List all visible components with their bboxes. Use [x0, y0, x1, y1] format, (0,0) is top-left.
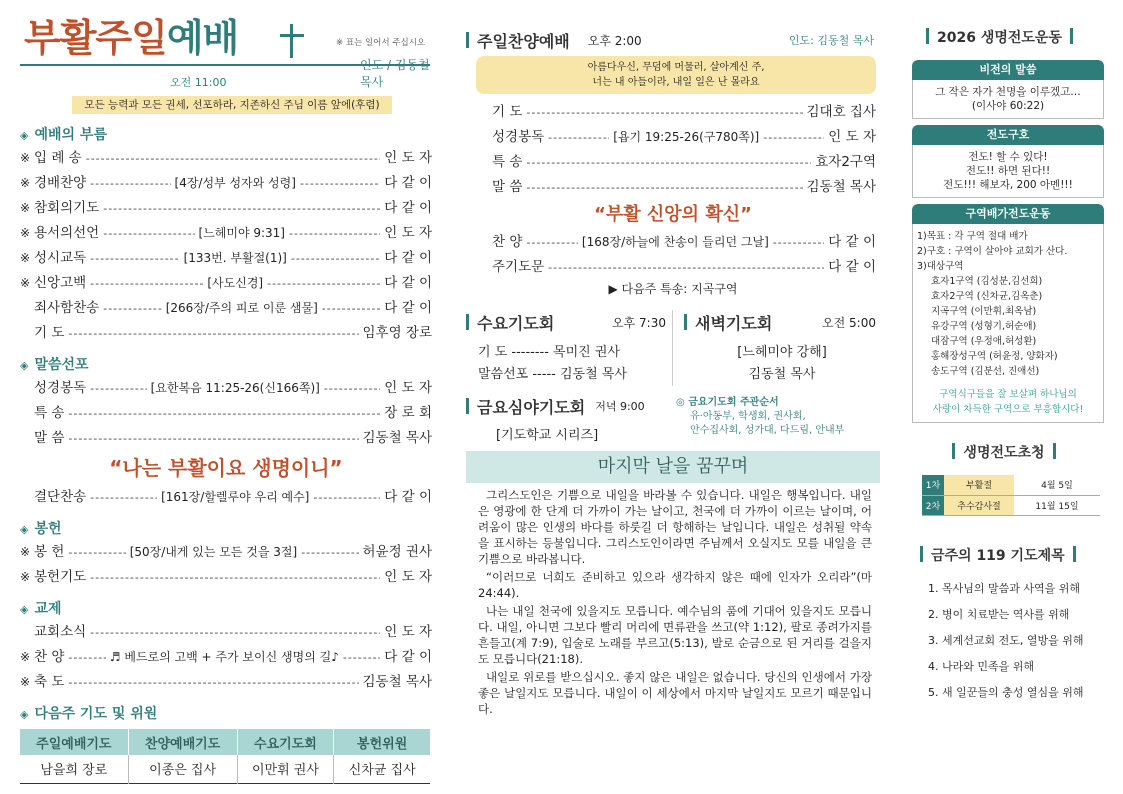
leader-dots	[68, 540, 125, 565]
praise-service	[466, 0, 880, 794]
leader-dots	[313, 485, 380, 510]
next-special: ▶ 다음주 특송: 지곡구역	[608, 282, 738, 296]
order-row: ※ 찬 양 ----- ♬ 베드로의 고백 + 주가 보이신 생명의 길♪ ----- 다 같 이	[20, 645, 432, 670]
order-of-worship	[20, 0, 432, 794]
prayer-list	[912, 576, 1104, 706]
table-row: 1차 부활절 4월 5일	[922, 475, 1100, 495]
wednesday-service: 수요기도회 오후 7:30 기 도 -------- 목미진 권사 말씀선포 ----- 김동철 목사	[466, 310, 666, 386]
leader-dots	[68, 426, 358, 451]
prayer-item: 4. 나라와 민족을 위해	[928, 659, 1034, 673]
order-row: 기 도 ----- 임후영 장로	[20, 321, 432, 346]
leader-dots	[90, 171, 170, 196]
zone-line: 홍해장성구역 (허윤정, 양화자)	[931, 351, 1058, 362]
order-row: 기 도 ----- 김대호 집사	[478, 100, 876, 125]
leader-dots	[86, 146, 381, 171]
zone-line: 효자2구역 (신차균,김옥춘)	[931, 291, 1043, 302]
leader-dots	[301, 540, 358, 565]
diamond-icon: ◈	[20, 523, 29, 536]
order-row: ※ 성시교독 ----- [133번. 부활절(1)] ----- 다 같 이	[20, 246, 432, 271]
leader-dots	[526, 175, 802, 200]
invite-table	[922, 475, 1100, 516]
campaign-title: 2026 생명전도운동	[912, 26, 1104, 50]
leader-dots	[324, 376, 380, 401]
prayer-item: 3. 세계선교회 전도, 열방을 위해	[928, 633, 1084, 647]
friday-hosts: ◎ 금요기도회 주관순서 유·아동부, 학생회, 권사회, 안수집사회, 성가대, 다드림, 안내부	[676, 397, 845, 436]
friday-service: 금요심야기도회 저녁 9:00 [기도학교 시리즈] ◎ 금요기도회 주관순서 유·아동부, 학생회, 권사회, 안수집사회, 성가대, 다드림, 안내부	[466, 394, 880, 443]
leader-dots	[343, 645, 380, 670]
leader-dots	[548, 255, 824, 280]
order-row: 말 씀 ----- 김동철 목사	[478, 175, 876, 200]
stand-note: ※ 표는 일어서 주십시오	[336, 38, 426, 48]
diamond-icon: ◈	[20, 359, 29, 372]
order-row: 죄사함찬송 ----- [266장/주의 피로 이룬 샘물] ----- 다 같 이	[20, 296, 432, 321]
leader-dots	[773, 230, 825, 255]
next-week-table	[20, 729, 430, 784]
leader-dots	[90, 376, 146, 401]
weekday-services	[466, 310, 880, 386]
zone-line: 2)구호 : 구역이 살아야 교회가 산다.	[917, 246, 1068, 257]
order-row: ※ 봉헌기도 ----- 인 도 자	[20, 565, 432, 590]
leader-dots	[763, 125, 824, 150]
header	[20, 0, 432, 90]
order-row: 말 씀 ----- 김동철 목사	[20, 426, 432, 451]
section-offering: ◈ 봉헌	[20, 521, 62, 537]
zone-line: 유강구역 (성형기,허순애)	[931, 321, 1037, 332]
leader-dots	[300, 171, 380, 196]
essay-body: 그리스도인은 기쁨으로 내일을 바라볼 수 있습니다. 내일은 행복입니다. 내일은 영광에 한 단계 더 가까이 가는 날이고, 천국에 더 가까이 이르는 날이며, 어려움이 많은 인생의 바다를 하룻길 더 항해하는 날입니다. 내일은 성취될 약속을 표시하는 등불입니다. 그리스도인이라면 주님께서 오실지도 모를 내일을 큰 기쁨으로 바라봅니다. “이러므로 너희도 준비하고 있으라 생각하지 않은 때에 인자가 오리라”(마 24:44). 나는 내일 천국에 있을지도 모릅니다. 예수님의 품에 기대어 있을지도 모릅니다. 내일, 아니면 그보다 빨리 머리에 면류관을 쓰고(약 1:12), 팔로 종려가지를 흔들고(계 7:9), 입술로 노래를 부르고(5:13), 발로 순금으로 된 거리를 걸을지도 모릅니다(21:18). 내일로 위로를 받으십시오. 좋지 않은 내일은 없습니다. 당신의 인생에서 가장 좋은 날일지도 모릅니다. 내일이 이 세상에서 마지막 날일지도 모르기 때문입니다.	[478, 488, 872, 716]
leader-dots	[90, 485, 157, 510]
leader-dots	[68, 645, 105, 670]
order-row: 성경봉독 ----- [요한복음 11:25-26(신166쪽)] ----- 인 도 자	[20, 376, 432, 401]
order-row: 결단찬송 ----- [161장/할렐루야 우리 예수] ----- 다 같 이	[20, 485, 432, 510]
hymn-banner: 모든 능력과 모든 권세, 선포하라, 지존하신 주님 이름 앞에(후렴)	[72, 96, 392, 114]
order-row: ※ 봉 헌 ----- [50장/내게 있는 모든 것을 3절] ----- 허윤정 권사	[20, 540, 432, 565]
leader-dots	[526, 150, 811, 175]
leader-dots	[103, 221, 194, 246]
dawn-service: 새벽기도회 오전 5:00 [느헤미야 강해] 김동철 목사	[684, 310, 880, 386]
prayer-item: 5. 새 일꾼들의 충성 열심을 위해	[928, 685, 1084, 699]
prayer-item: 2. 병이 치료받는 역사를 위해	[928, 607, 1070, 621]
leader-dots	[90, 271, 203, 296]
section-bar	[466, 32, 469, 48]
table-header: 주일예배기도 찬양예배기도 수요기도회 봉헌위원	[20, 729, 430, 755]
diamond-icon: ◈	[20, 603, 29, 616]
leader-dots	[68, 401, 380, 426]
zone-line: 지곡구역 (이만휘,최옥남)	[931, 306, 1037, 317]
zone-line: 대잠구역 (우정애,허성환)	[931, 336, 1037, 347]
leader-dots	[90, 620, 380, 645]
leader-dots	[68, 321, 358, 346]
vision-box: 비전의 말씀 그 작은 자가 천명을 이루겠고… (이사야 60:22)	[912, 60, 1104, 119]
leader-dots	[90, 246, 179, 271]
order-row: ※ 용서의선언 ----- [느헤미야 9:31] ----- 인 도 자	[20, 221, 432, 246]
service-time: 오전 11:00	[170, 76, 227, 89]
cross-bar	[280, 34, 304, 37]
zone-line: 1)목표 : 각 구역 절대 배가	[917, 231, 1028, 242]
table-row: 남을희 장로 이종은 집사 이만휘 권사 신차균 집사	[20, 755, 430, 783]
order-row: 주기도문 ----- 다 같 이	[478, 255, 876, 280]
order-row: 특 송 ----- 효자2구역	[478, 150, 876, 175]
leader-dots	[526, 230, 578, 255]
sermon-title: “나는 부활이요 생명이니”	[109, 456, 343, 480]
leader-dots	[322, 296, 380, 321]
leader-dots	[289, 221, 380, 246]
order-row: ※ 입 례 송 ----- 인 도 자	[20, 146, 432, 171]
leader-dots	[90, 565, 380, 590]
zone-line: 효자1구역 (김성분,김선희)	[931, 276, 1043, 287]
order-row: ※ 신앙고백 ----- [사도신경] ----- 다 같 이	[20, 271, 432, 296]
section-calling: ◈ 예배의 부름	[20, 127, 107, 143]
order-row: 교회소식 ----- 인 도 자	[20, 620, 432, 645]
prayer-title: 금주의 119 기도제목	[912, 544, 1104, 568]
section-fellowship: ◈ 교제	[20, 601, 62, 617]
order-row: 찬 양 ----- [168장/하늘에 찬송이 들리던 그날] ----- 다 같 이	[478, 230, 876, 255]
order-row: ※ 참회의기도 ----- 다 같 이	[20, 196, 432, 221]
praise-lyrics: 아름다우신, 무덤에 머물러, 살아계신 주, 너는 내 아들이라, 내일 일은 난 몰라요	[476, 56, 876, 94]
leader-dots	[103, 296, 161, 321]
zone-line: 3)대상구역	[917, 261, 964, 272]
diamond-icon: ◈	[20, 708, 29, 721]
order-row: ※ 축 도 ----- 김동철 목사	[20, 670, 432, 695]
zone-box: 구역배가전도운동 1)목표 : 각 구역 절대 배가 2)구호 : 구역이 살아야 교회가 산다. 3)대상구역 효자1구역 (김성분,김선희) 효자2구역 (신차균,김옥춘) 지곡구역 (이만휘,최옥남) 유강구역 (성형기,허순애) 대잠구역 (우정애,허성환) 홍해장성구역 (허윤정, 양화자) 송도구역 (김분선, 진애선) 구역식구들을 잘 보살펴 하나님의 사랑이 차득한 구역으로 부흥합시다!	[912, 204, 1104, 423]
section-next-week: ◈ 다음주 기도 및 위원	[20, 706, 158, 722]
diamond-icon: ◈	[20, 129, 29, 142]
leader-dots	[267, 271, 380, 296]
praise-sermon-title: “부활 신앙의 확신”	[594, 204, 752, 225]
leader-dots	[526, 100, 802, 125]
prayer-item: 1. 목사님의 말씀과 사역을 위해	[928, 581, 1080, 595]
slogan-box: 전도구호 전도! 할 수 있다! 전도!! 하면 된다!! 전도!!! 해보자, 200 아멘!!!	[912, 125, 1104, 198]
cross-icon	[290, 24, 293, 58]
evangelism-column	[912, 0, 1104, 794]
leader-dots	[291, 246, 380, 271]
invite-title: 생명전도초청	[912, 441, 1104, 465]
page-title: 부활주일예배	[24, 16, 239, 60]
essay-title: 마지막 날을 꿈꾸며	[466, 451, 880, 483]
leader-label: 인도 / 김동철 목사	[360, 58, 430, 89]
order-row: ※ 경배찬양 ----- [4장/성부 성자와 성령] ----- 다 같 이	[20, 171, 432, 196]
praise-header: 주일찬양예배 오후 2:00 인도: 김동철 목사	[466, 28, 880, 52]
table-row: 2차 추수감사절 11월 15일	[922, 495, 1100, 515]
section-word: ◈ 말씀선포	[20, 357, 89, 373]
leader-dots	[68, 670, 358, 695]
zone-line: 송도구역 (김분선, 진애선)	[931, 366, 1040, 377]
leader-dots	[103, 196, 380, 221]
order-row: 성경봉독 ----- [욥기 19:25-26(구780쪽)] ----- 인 도 자	[478, 125, 876, 150]
leader-dots	[548, 125, 609, 150]
order-row: 특 송 ----- 장 로 회	[20, 401, 432, 426]
